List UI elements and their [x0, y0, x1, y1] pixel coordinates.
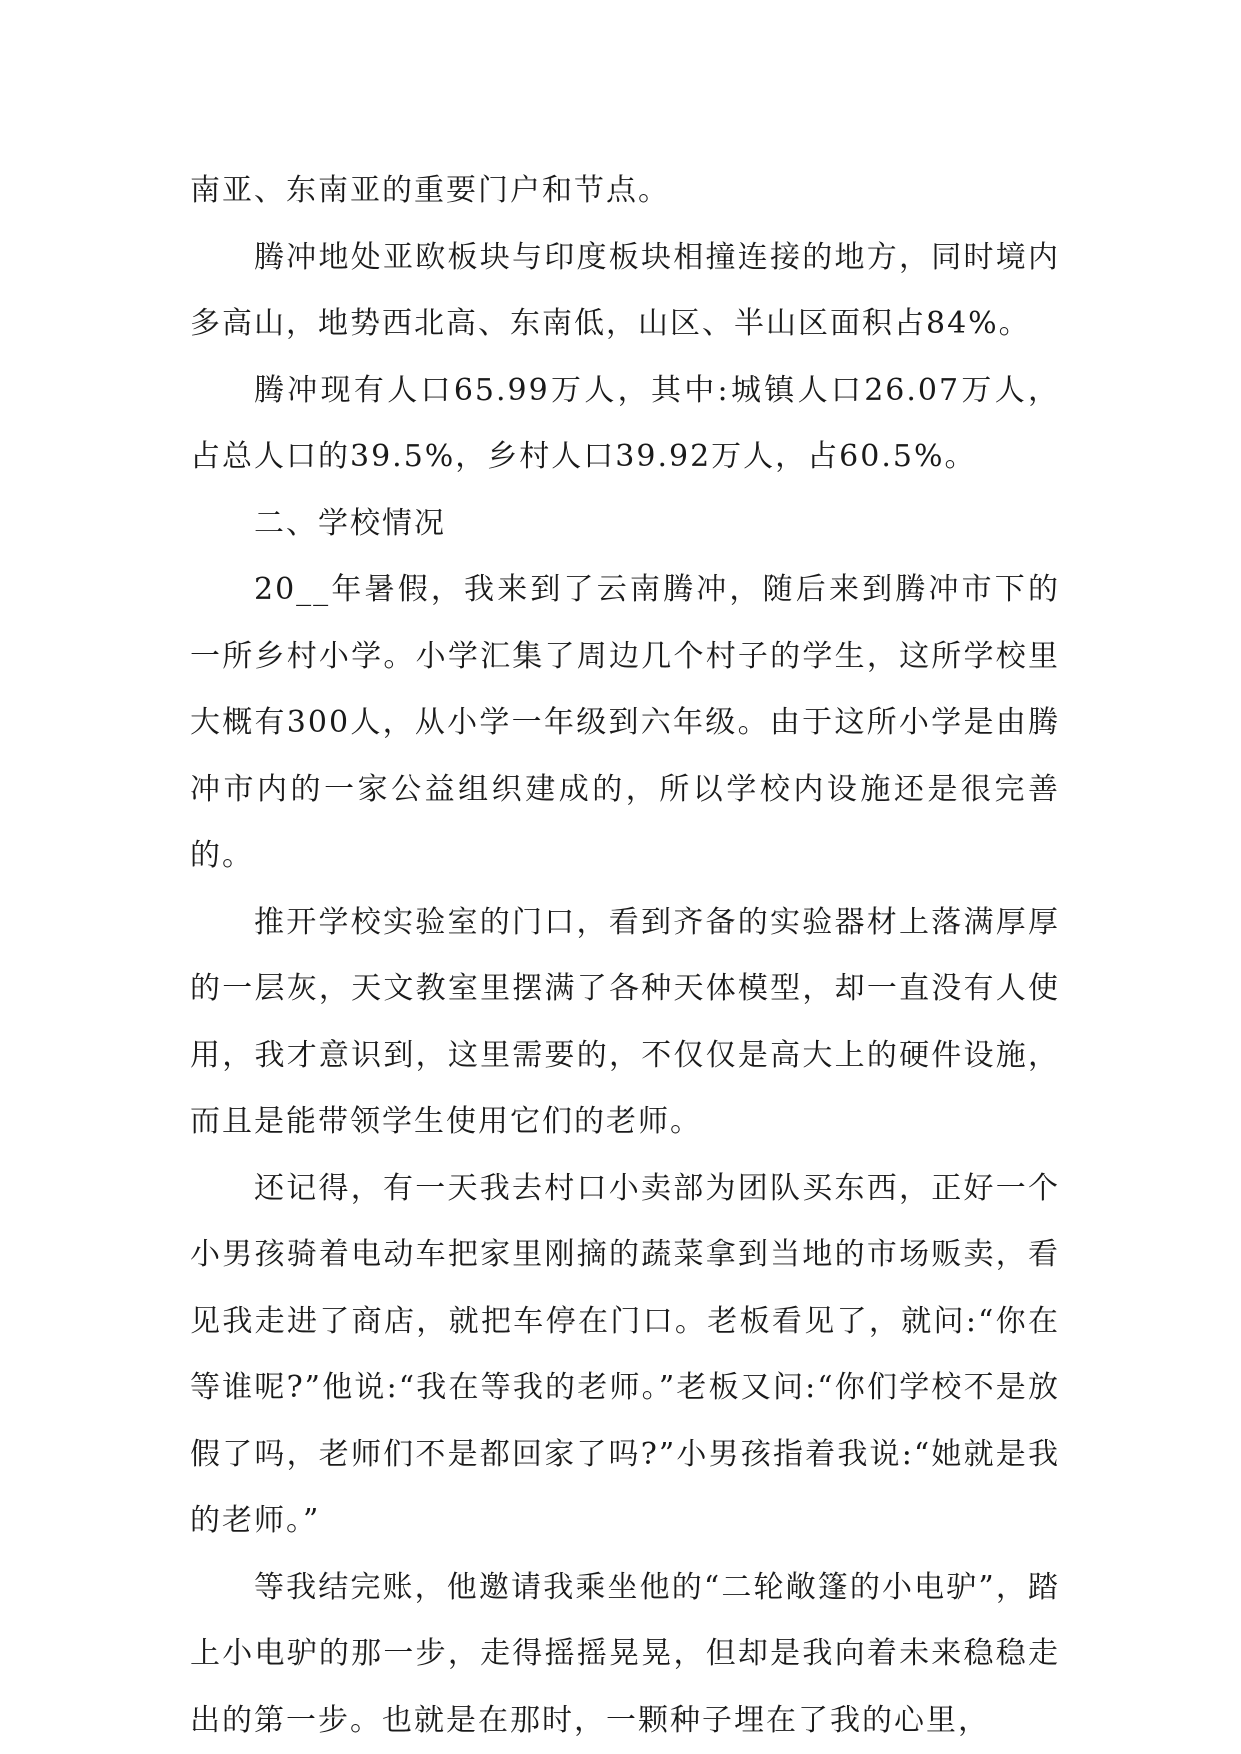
document-body — [190, 158, 1060, 1754]
paragraph-ride: 等我结完账，他邀请我乘坐他的“二轮敞篷的小电驴”，踏上小电驴的那一步，走得摇摇晃晃，但却是我向着未来稳稳走出的第一步。也就是在那时，一颗种子埋在了我的心里， — [190, 1569, 1060, 1738]
paragraph-geography: 腾冲地处亚欧板块与印度板块相撞连接的地方，同时境内多高山，地势西北高、东南低，山区、半山区面积占84%。 — [190, 239, 1060, 341]
paragraph-continuation: 南亚、东南亚的重要门户和节点。 — [190, 173, 670, 208]
paragraph-laboratory: 推开学校实验室的门口，看到齐备的实验器材上落满厚厚的一层灰，天文教室里摆满了各种天体模型，却一直没有人使用，我才意识到，这里需要的，不仅仅是高大上的硬件设施，而且是能带领学生使用它们的老师。 — [190, 904, 1060, 1139]
section-heading-school: 二、学校情况 — [254, 505, 446, 541]
paragraph-memory: 还记得，有一天我去村口小卖部为团队买东西，正好一个小男孩骑着电动车把家里刚摘的蔬菜拿到当地的市场贩卖，看见我走进了商店，就把车停在门口。老板看见了，就问:“你在等谁呢?”他说:“我在等我的老师。”老板又问:“你们学校不是放假了吗，老师们不是都回家了吗?”小男孩指着我说:“她就是我的老师。” — [190, 1170, 1060, 1538]
paragraph-population: 腾冲现有人口65.99万人，其中:城镇人口26.07万人，占总人口的39.5%，乡村人口39.92万人，占60.5%。 — [190, 372, 1060, 474]
paragraph-school-intro: 20__年暑假，我来到了云南腾冲，随后来到腾冲市下的一所乡村小学。小学汇集了周边几个村子的学生，这所学校里大概有300人，从小学一年级到六年级。由于这所小学是由腾冲市内的一家公益组织建成的，所以学校内设施还是很完善的。 — [190, 572, 1060, 873]
